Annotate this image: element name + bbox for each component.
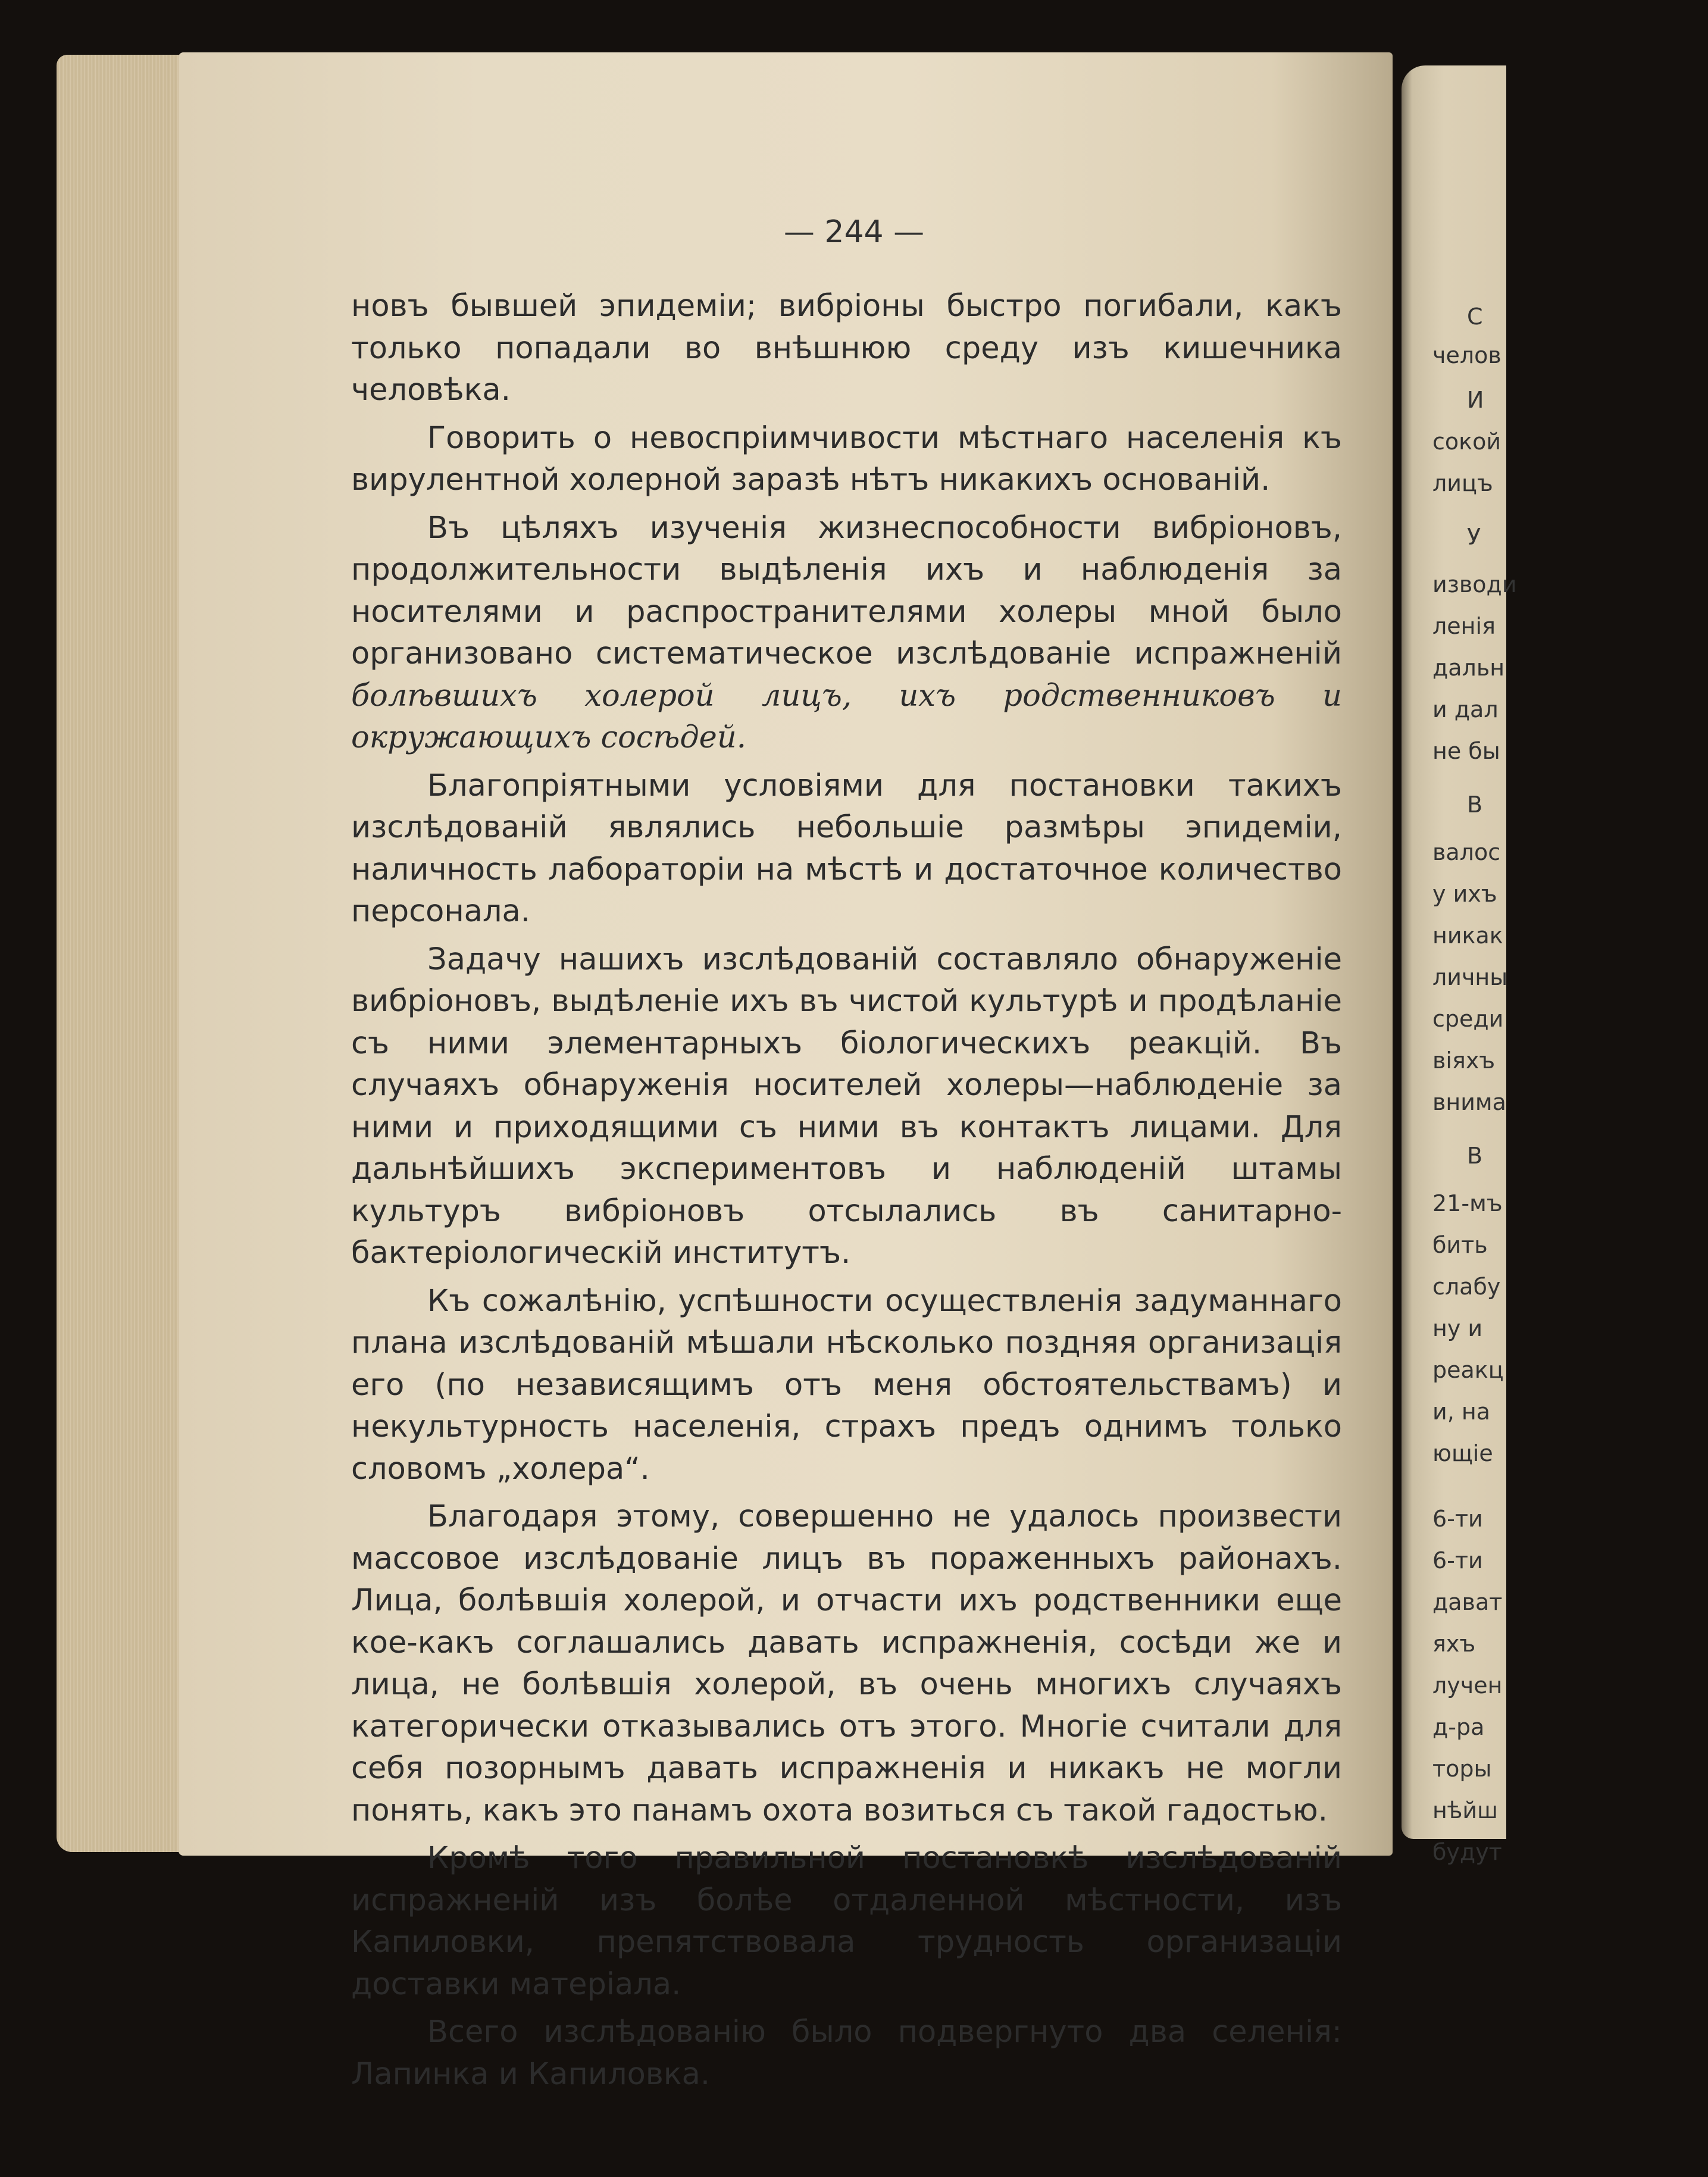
next-page-fragment: бить [1432,1232,1488,1258]
next-page-fragment: нѣйш [1432,1797,1498,1823]
next-page-fragment: дават [1432,1589,1503,1615]
paragraph: Всего изслѣдованію было подвергнуто два селенія: Лапинка и Капиловка. [351,2015,1342,2092]
next-page-fragment: у ихъ [1432,881,1497,907]
next-page-fragment: слабу [1432,1274,1501,1300]
next-page-fragment: 6-ти [1432,1547,1483,1574]
next-page-fragment: лицъ [1432,470,1493,496]
next-page-fragment: среди [1432,1006,1504,1032]
paragraph: новъ бывшей эпидеміи; вибріоны быстро погибали, какъ только попадали во внѣшнюю среду изъ кишечника человѣка. [351,289,1342,408]
italic-phrase: болѣвшихъ холерой лицъ, ихъ родственниковъ и окружающихъ сосѣдей. [351,678,1342,755]
next-page-fragment: д-ра [1432,1714,1485,1740]
next-page-fragment: дальн [1432,655,1505,681]
next-page-fragment: У [1467,524,1481,550]
paragraph: Въ цѣляхъ изученія жизнеспособности вибріоновъ, продолжительности выдѣленія ихъ и наблюденія за носителями и распространителями холеры мной было организовано систематическое изслѣдованіе испражненій болѣвшихъ холерой лицъ, ихъ родственниковъ и окружающихъ сосѣдей. [351,510,1342,755]
next-page-fragment: яхъ [1432,1631,1476,1657]
next-page-fragment: реакц [1432,1357,1504,1383]
paragraph: Говорить о невоспріимчивости мѣстнаго населенія къ вирулентной холерной заразѣ нѣтъ никакихъ основаній. [351,420,1342,498]
paragraph: Къ сожалѣнію, успѣшности осуществленія задуманнаго плана изслѣдованій мѣшали нѣсколько поздняя организація его (по независящимъ отъ меня обстоятельствамъ) и некультурность населенія, страхъ предъ однимъ только словомъ „холера“. [351,1283,1342,1487]
next-page-fragment: ленія [1432,613,1496,639]
next-page-fragment: лучен [1432,1672,1503,1699]
page-edge-stack [57,55,193,1852]
next-page-fragment: ющіе [1432,1440,1493,1466]
next-page-fragment: С [1467,304,1483,330]
paragraph: Благопріятными условіями для постановки такихъ изслѣдованій являлись небольшіе размѣры эпидеміи, наличность лабораторіи на мѣстѣ и достаточное количество персонала. [351,768,1342,929]
next-page-fragment: віяхъ [1432,1047,1496,1074]
next-page-fragment: валос [1432,839,1501,865]
next-page-fragment: В [1467,1143,1483,1169]
next-page-fragment: ну и [1432,1315,1483,1341]
next-page-fragment: никак [1432,922,1503,949]
next-page-fragment: челов [1432,342,1501,368]
next-page-fragment: сокой [1432,428,1501,455]
next-page-fragment: В [1467,792,1483,818]
next-page-fragment: торы [1432,1756,1492,1782]
next-page-fragment: и дал [1432,696,1499,722]
next-page-fragment: личны [1432,964,1508,990]
next-page-fragment: И [1467,387,1484,413]
next-page-fragment: 6-ти [1432,1506,1483,1532]
next-page-fragment: изводи [1432,571,1517,598]
next-page-fragment: и, на [1432,1399,1490,1425]
next-page-fragment: не бы [1432,738,1500,764]
body-text [351,286,1342,2101]
next-page-fragment: 21-мъ [1432,1190,1503,1216]
next-page-fragment: внима [1432,1089,1506,1115]
paragraph: Задачу нашихъ изслѣдованій составляло обнаруженіе вибріоновъ, выдѣленіе ихъ въ чистой культурѣ и продѣланіе съ ними элементарныхъ біологическихъ реакцій. Въ случаяхъ обнаруженія носителей холеры—наблюденіе за ними и приходящими съ ними въ контактъ лицами. Для дальнѣйшихъ экспериментовъ и наблюденій штамы культуръ вибріоновъ отсылались въ санитарно-бактеріологическій институтъ. [351,942,1342,1271]
next-page-fragment: будут [1432,1839,1502,1865]
paragraph: Благодаря этому, совершенно не удалось произвести массовое изслѣдованіе лицъ въ пораженныхъ районахъ. Лица, болѣвшія холерой, и отчасти ихъ родственники еще кое-какъ соглашались давать испражненія, сосѣди же и лица, не болѣвшія холерой, въ очень многихъ случаяхъ категорически отказывались отъ этого. Многіе считали для себя позорнымъ давать испражненія и никакъ не могли понять, какъ это панамъ охота возиться съ такой гадостью. [351,1499,1342,1828]
page-number: — 244 — [783,214,925,250]
adjacent-page [1402,65,1517,1865]
paragraph: Кромѣ того правильной постановкѣ изслѣдованій испражненій изъ болѣе отдаленной мѣстности, изъ Капиловки, препятствовала трудность организаціи доставки матеріала. [351,1841,1342,2002]
